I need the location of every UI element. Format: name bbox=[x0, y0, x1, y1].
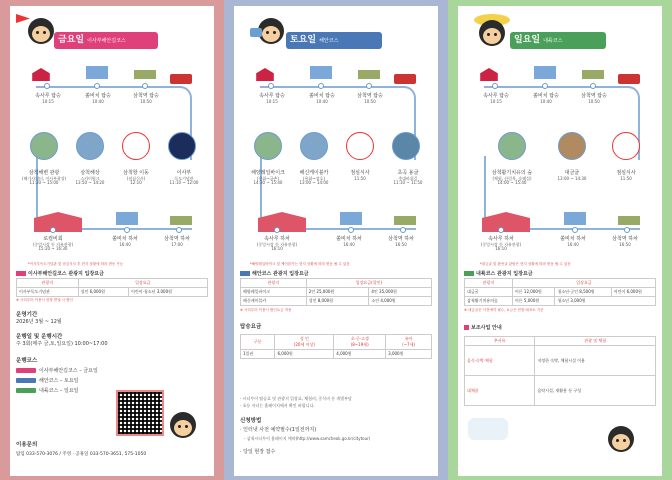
stop bbox=[556, 237, 590, 247]
stop-time: 11:10 ~ 11:50 bbox=[393, 180, 423, 186]
stop bbox=[604, 171, 648, 181]
stop bbox=[350, 94, 390, 104]
bus-icon bbox=[394, 74, 416, 84]
fee-cell: 대금굴 bbox=[465, 288, 513, 297]
stop-name: 속사루 하차 bbox=[488, 236, 514, 242]
stop-time: 11:10 ~ 12:00 bbox=[169, 180, 199, 186]
section-marker-icon bbox=[464, 325, 469, 330]
stop bbox=[114, 171, 158, 186]
mascot-icon bbox=[170, 412, 196, 438]
info-cell: 음악시설, 재활용 등 구성 bbox=[535, 376, 656, 406]
fare-note: · 초등 자녀는 홈페이지에서 확인 바랍니다. bbox=[240, 403, 315, 408]
stop bbox=[126, 94, 166, 104]
fork-spoon-icon bbox=[612, 132, 640, 160]
stop-note: (체험, 산림욕, 숲해설) bbox=[492, 175, 532, 181]
stop-note: (용화~궁촌) bbox=[257, 175, 279, 181]
stop-name: 로컬비회 bbox=[43, 236, 63, 242]
fee-section-title bbox=[16, 270, 104, 277]
fee-title: 해안코스 관광지 입장요금 bbox=[252, 271, 309, 277]
bus-icon bbox=[16, 388, 36, 393]
stop-note: (해가사의터, 이사부광장) bbox=[22, 175, 67, 181]
days-label: 운행일 및 운행시간 bbox=[16, 334, 63, 340]
stop bbox=[574, 94, 614, 104]
photo-icon bbox=[254, 132, 282, 160]
fare-header: 유아 (~7세) bbox=[386, 335, 432, 350]
day-banner bbox=[510, 32, 606, 49]
fee-cell: 소인 4,000원 bbox=[369, 297, 432, 306]
stop-time: 10:50 bbox=[140, 98, 152, 104]
fee-cell: 삼척활기치유의숲 bbox=[465, 297, 513, 306]
building-icon bbox=[116, 212, 138, 225]
route-dot bbox=[274, 227, 280, 233]
stop-name: 삼척역 탑승 bbox=[133, 93, 159, 99]
mascot-icon bbox=[608, 426, 634, 452]
photo-icon bbox=[76, 132, 104, 160]
fee-cell: 어른 5,000원 bbox=[512, 297, 555, 306]
route-dot bbox=[572, 227, 578, 233]
section-marker-icon bbox=[464, 271, 474, 276]
fee-table bbox=[464, 278, 656, 306]
station-icon bbox=[134, 70, 156, 79]
stop-time: 16:50 bbox=[395, 241, 407, 247]
stop bbox=[476, 94, 516, 104]
photo-icon bbox=[392, 132, 420, 160]
stop-note: 독도기념관 bbox=[174, 175, 194, 181]
stop-time: 16:40 bbox=[343, 241, 355, 247]
stop bbox=[68, 171, 112, 186]
section-marker-icon bbox=[240, 271, 250, 276]
fee-header: 관광지 bbox=[241, 279, 307, 288]
stop bbox=[78, 94, 118, 104]
stop-time: 14:00 ~ 15:40 bbox=[497, 180, 527, 186]
stop bbox=[302, 94, 342, 104]
info-cell: 음식·숙박·체험 bbox=[465, 346, 535, 376]
stop-note: (중앙시장 등 자유관광) bbox=[256, 241, 298, 247]
fee-cell: 이사부독도기념관 bbox=[17, 288, 79, 297]
route-dot bbox=[94, 83, 100, 89]
station-icon bbox=[618, 216, 640, 225]
stop-note: (중앙시장 등 자유관광) bbox=[32, 241, 74, 247]
course-label: 내륙코스 bbox=[543, 38, 563, 44]
building-icon bbox=[340, 212, 362, 225]
schedule-note: *이사부독도기념관 및 점심식사 후 현지 상황에 따라 변동 가능 bbox=[28, 262, 124, 266]
building-icon bbox=[86, 66, 108, 79]
route-dot bbox=[492, 83, 498, 89]
sunday-panel bbox=[448, 0, 672, 480]
fee-header: 관광지 bbox=[17, 279, 79, 288]
apply-label: 신청방법 bbox=[240, 418, 262, 424]
course-item-label: 내륙코스 – 일요일 bbox=[39, 388, 79, 394]
course-item-label: 해안코스 – 토요일 bbox=[39, 378, 79, 384]
apply-link[interactable]: - 삼척시티투어 홈페이지 예약(http://www.samcheok.go.kr/citytour) bbox=[244, 436, 371, 441]
route-dot bbox=[318, 83, 324, 89]
stop-name: 삼척해상 bbox=[80, 170, 100, 176]
course-label: 해안코스 bbox=[319, 38, 339, 44]
fee-title: 내륙코스 관광지 입장요금 bbox=[476, 271, 533, 277]
stop bbox=[338, 171, 382, 181]
stop-name: 삼척역 하차 bbox=[612, 236, 638, 242]
fee-cell: 4인 35,000원 bbox=[369, 288, 432, 297]
route-dot bbox=[268, 83, 274, 89]
stop-name: 삼척활기치유의 숲 bbox=[491, 170, 533, 176]
pavilion-icon bbox=[30, 68, 52, 81]
stop-time: 11:30 ~ 15:00 bbox=[29, 180, 59, 186]
route-dot bbox=[44, 83, 50, 89]
fare-header: 성 인 (20세 이상) bbox=[275, 335, 334, 350]
stop-name: 점심식사 bbox=[350, 170, 370, 176]
section-marker-icon bbox=[16, 271, 26, 276]
stop-time: 10:40 bbox=[92, 98, 104, 104]
fare-header: 구분 bbox=[241, 335, 275, 350]
day-label: 일요일 bbox=[514, 35, 541, 45]
stop bbox=[292, 171, 336, 186]
route-dot bbox=[124, 227, 130, 233]
stop-name: 삼척역 하차 bbox=[164, 236, 190, 242]
day-label: 금요일 bbox=[58, 35, 85, 45]
route-dot bbox=[624, 227, 630, 233]
course-item bbox=[16, 368, 98, 375]
stop-note: (중앙시장 등 자유관광) bbox=[480, 241, 522, 247]
fork-spoon-icon bbox=[346, 132, 374, 160]
photo-icon bbox=[300, 132, 328, 160]
stop-time: 16:40 bbox=[119, 241, 131, 247]
fee-cell: 2인 25,000원 bbox=[306, 288, 369, 297]
stop-time: 15:20 ~ 16:30 bbox=[38, 246, 68, 252]
stop bbox=[160, 171, 208, 186]
stop-name: 쏠비치 탑승 bbox=[533, 93, 559, 99]
stop bbox=[526, 94, 566, 104]
info-cell: 대체품 bbox=[465, 376, 535, 406]
info-header: 추서유 bbox=[465, 337, 535, 346]
station-icon bbox=[582, 70, 604, 79]
fee-section-title bbox=[240, 270, 309, 277]
stop-name: 대금굴 bbox=[564, 170, 580, 176]
camera-icon bbox=[250, 28, 262, 37]
fee-cell: 어린이·청소년 3,000원 bbox=[128, 288, 207, 297]
stop-time: 11:50 bbox=[620, 175, 632, 181]
fare-header: 초·중·고생 (8~19세) bbox=[334, 335, 386, 350]
apply-item: · 인터넷 사전 예약필수(1일전까지) bbox=[240, 427, 317, 433]
stop bbox=[22, 171, 66, 186]
day-banner bbox=[54, 32, 158, 49]
photo-icon bbox=[168, 132, 196, 160]
stop-note: (점심식사) bbox=[126, 175, 146, 181]
stop-name: 속사루 탑승 bbox=[35, 93, 61, 99]
fee-cell: 성인 6,000원 bbox=[78, 288, 128, 297]
info-section-title bbox=[464, 324, 502, 331]
stop-time: 17:00 bbox=[171, 241, 183, 247]
stop-name: 삼척해변 관광 bbox=[28, 170, 60, 176]
fare-table bbox=[240, 334, 432, 359]
fee-cell: 어른 12,000원 bbox=[512, 288, 555, 297]
stop-name: 쏠비치 하차 bbox=[336, 236, 362, 242]
stop-time: 16:40 bbox=[567, 241, 579, 247]
stop-time: 10:15 bbox=[266, 98, 278, 104]
day-banner bbox=[286, 32, 382, 49]
fee-note: ※ 시티투어 이용시 할인요금 적용 bbox=[240, 308, 292, 312]
friday-card bbox=[10, 6, 214, 476]
stop bbox=[608, 237, 642, 247]
stop-name: 점심식사 bbox=[616, 170, 636, 176]
stop-name: 삼척항 이동 bbox=[123, 170, 149, 176]
stop-time: 10:15 bbox=[42, 98, 54, 104]
route-dot bbox=[590, 83, 596, 89]
stop-name: 쏠비치 하차 bbox=[112, 236, 138, 242]
apply-item: · 당일 현장 접수 bbox=[240, 449, 276, 455]
stop bbox=[384, 171, 432, 186]
stop-name: 쏠비치 탑승 bbox=[85, 93, 111, 99]
stop-time: 12:10 bbox=[130, 180, 142, 186]
course-item bbox=[16, 388, 79, 395]
mascot-icon bbox=[28, 18, 54, 44]
stop bbox=[550, 171, 594, 181]
stop-time: 13:00 ~ 14:00 bbox=[299, 180, 329, 186]
stop-name: 쏠비치 하차 bbox=[560, 236, 586, 242]
info-header: 관광 및 체험 bbox=[535, 337, 656, 346]
stop bbox=[28, 237, 78, 252]
pavilion-icon bbox=[478, 68, 500, 81]
period-value: 2026년 3월 ~ 12월 bbox=[16, 319, 62, 325]
info-cell: 지정한 숙박, 체험시설 이용 bbox=[535, 346, 656, 376]
stop-name: 해양레일바이크 bbox=[251, 170, 285, 176]
route-dot bbox=[50, 227, 56, 233]
stop-time: 10:40 bbox=[540, 98, 552, 104]
fare-cell: 3,000원 bbox=[386, 350, 432, 359]
stop bbox=[108, 237, 142, 247]
stop-time: 10:40 bbox=[316, 98, 328, 104]
bus-icon bbox=[170, 74, 192, 84]
fare-cell: 6,000원 bbox=[275, 350, 334, 359]
stop-note: 촛대바위길 bbox=[398, 175, 418, 181]
photo-icon bbox=[498, 132, 526, 160]
stop bbox=[160, 237, 194, 247]
fare-note: · 시티투어 탑승료 및 관광지 입장료, 체험비, 중식비 등 개별부담 bbox=[240, 396, 352, 401]
stop bbox=[246, 171, 290, 186]
fare-cell: 4,000원 bbox=[334, 350, 386, 359]
stop-note: (용화~장호) bbox=[303, 175, 325, 181]
bus-icon bbox=[618, 74, 640, 84]
stop-time: 13:00 ~ 14:30 bbox=[557, 175, 587, 181]
bus-icon bbox=[16, 368, 36, 373]
course-label: 이사부해안길코스 bbox=[87, 38, 126, 44]
fee-cell: 성인 8,000원 bbox=[306, 297, 369, 306]
stop-name: 속사루 탑승 bbox=[483, 93, 509, 99]
route-dot bbox=[176, 227, 182, 233]
building-icon bbox=[534, 66, 556, 79]
stop-time: 16:50 bbox=[619, 241, 631, 247]
stop bbox=[332, 237, 366, 247]
fee-header: 입장요금 bbox=[78, 279, 207, 288]
fork-spoon-icon bbox=[122, 132, 150, 160]
day-label: 토요일 bbox=[290, 35, 317, 45]
station-icon bbox=[358, 70, 380, 79]
building-icon bbox=[310, 66, 332, 79]
stop-name: 이사부 bbox=[176, 170, 192, 176]
route-dot bbox=[498, 227, 504, 233]
stop-name: 쏠비치 탑승 bbox=[309, 93, 335, 99]
stop bbox=[28, 94, 68, 104]
schedule-note: *해양레일바이크 및 케이블카는 현지 상황에 따라 변동 될 수 있음 bbox=[250, 262, 350, 266]
station-icon bbox=[394, 216, 416, 225]
stop-name: 속사루 탑승 bbox=[259, 93, 285, 99]
fee-table bbox=[240, 278, 432, 306]
stop-name: 삼척역 하차 bbox=[388, 236, 414, 242]
friday-panel bbox=[0, 0, 224, 480]
fee-cell: 청소년 3,000원 bbox=[555, 297, 656, 306]
fee-cell: 청소년·군인 8,500원 bbox=[555, 288, 611, 297]
fee-title: 이사부해안길코스 관광지 입장요금 bbox=[28, 271, 104, 277]
stop-name: 속사루 하차 bbox=[264, 236, 290, 242]
photo-icon bbox=[558, 132, 586, 160]
saturday-card bbox=[234, 6, 438, 476]
courses-label: 운행코스 bbox=[16, 358, 38, 364]
flag-icon bbox=[16, 14, 30, 23]
route-dot bbox=[142, 83, 148, 89]
fee-table bbox=[16, 278, 208, 297]
bus-icon bbox=[16, 378, 36, 383]
stop-time: 13:50 ~ 14:20 bbox=[75, 180, 105, 186]
fee-note: ※ 대금굴은 사전예약 필수, 요금은 현장 매표소 기준 bbox=[464, 308, 544, 312]
stop-name: 해신케이블카 bbox=[299, 170, 329, 176]
fee-section-title bbox=[464, 270, 533, 277]
inquiry-value: 탑임 033-570-3076 / 주영 · 공휴일 033-570-3651, 575-1050 bbox=[16, 452, 147, 457]
stop-name: 삼척역 탑승 bbox=[357, 93, 383, 99]
fee-header: 입장요금(할인) bbox=[306, 279, 431, 288]
days-value: 주 3회(매주 금,토,일요일) 10:00~17:00 bbox=[16, 341, 108, 347]
course-item bbox=[16, 378, 79, 385]
route-dot bbox=[542, 83, 548, 89]
stop-note: 스카이워크 bbox=[80, 175, 100, 181]
stop bbox=[252, 237, 302, 252]
stop-time: 16:10 bbox=[495, 246, 507, 252]
map-illustration-icon bbox=[468, 418, 508, 440]
fee-cell: 해양레일바이크 bbox=[241, 288, 307, 297]
photo-icon bbox=[30, 132, 58, 160]
course-item-label: 이사부해안길코스 – 금요일 bbox=[39, 368, 98, 374]
inquiry-label: 이용문의 bbox=[16, 442, 38, 448]
stop-time: 14:30 ~ 15:40 bbox=[253, 180, 283, 186]
stop-time: 10:50 bbox=[364, 98, 376, 104]
building-icon bbox=[564, 212, 586, 225]
stop-name: 삼척역 탑승 bbox=[581, 93, 607, 99]
fee-cell: 어린이 6,000원 bbox=[611, 288, 655, 297]
schedule-note: *대금굴 및 환선굴 관람은 현지 상황에 따라 변동 될 수 있음 bbox=[480, 262, 571, 266]
stop-time: 10:15 bbox=[490, 98, 502, 104]
fee-cell: 해신케이블카 bbox=[241, 297, 307, 306]
info-table bbox=[464, 336, 656, 406]
stop-name: 초곡 용굴 bbox=[397, 170, 419, 176]
saturday-panel bbox=[224, 0, 448, 480]
fee-header: 입장요금 bbox=[512, 279, 655, 288]
info-title: 보조사업 안내 bbox=[471, 325, 502, 331]
route-dot bbox=[348, 227, 354, 233]
route-dot bbox=[400, 227, 406, 233]
fare-cell: 1일권 bbox=[241, 350, 275, 359]
station-icon bbox=[170, 216, 192, 225]
qr-code-icon[interactable] bbox=[116, 390, 164, 436]
fee-note: ※ 시티투어 이용시 현장 발권 시 할인 bbox=[16, 298, 73, 302]
route-dot bbox=[366, 83, 372, 89]
period-label: 운영기간 bbox=[16, 312, 38, 318]
stop-time: 10:50 bbox=[588, 98, 600, 104]
mascot-icon bbox=[479, 20, 505, 46]
sunday-card bbox=[458, 6, 662, 476]
stop-time: 11:50 bbox=[354, 175, 366, 181]
stop bbox=[252, 94, 292, 104]
fee-header: 관광지 bbox=[465, 279, 513, 288]
stop-time: 16:10 bbox=[271, 246, 283, 252]
stop bbox=[476, 237, 526, 252]
stop bbox=[384, 237, 418, 247]
stop bbox=[480, 171, 544, 186]
pavilion-icon bbox=[254, 68, 276, 81]
fare-label: 탑승요금 bbox=[240, 324, 262, 330]
